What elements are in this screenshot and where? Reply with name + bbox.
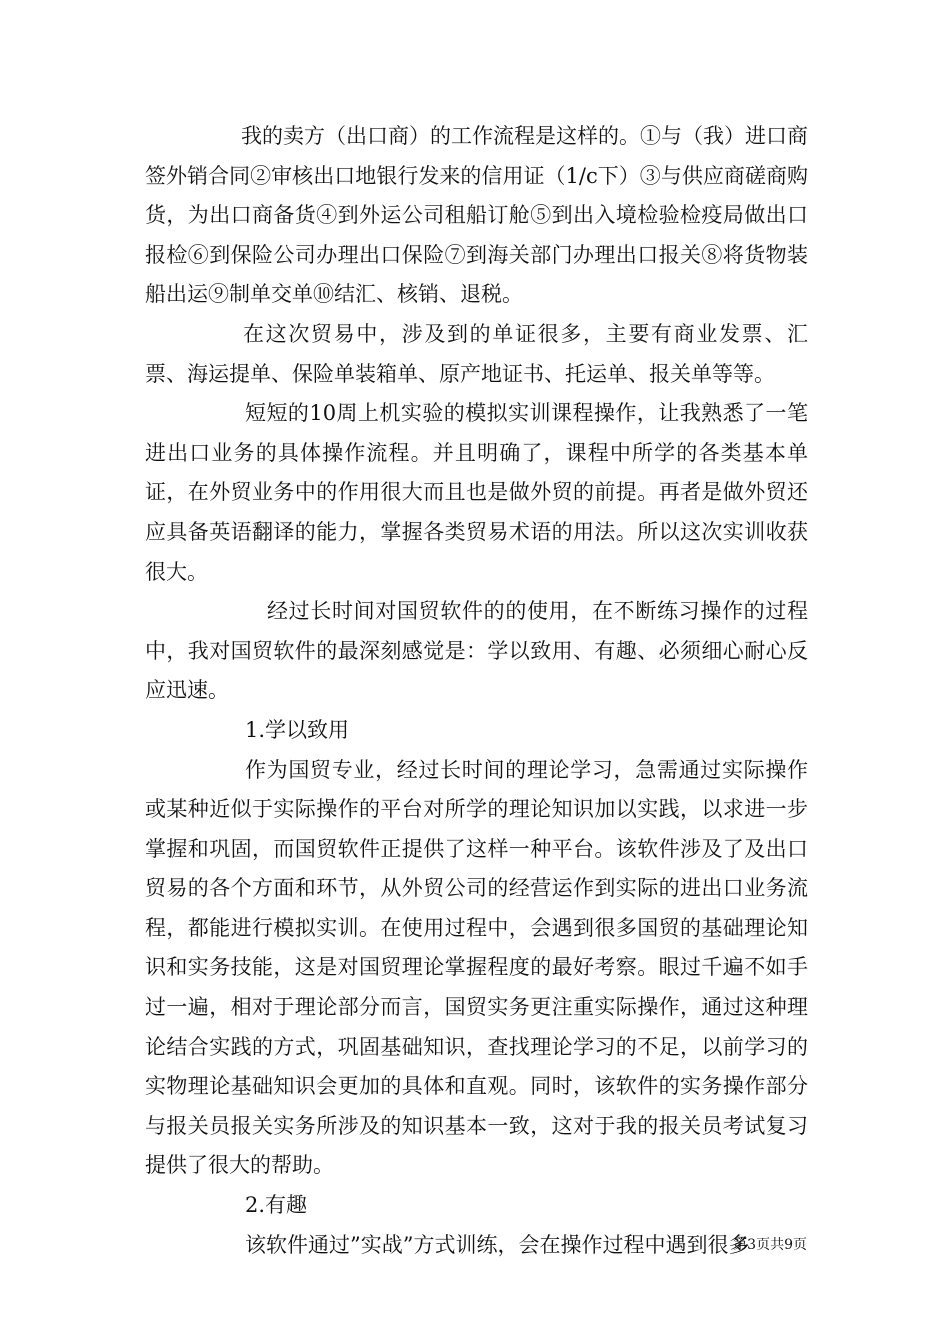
paragraph-workflow: 我的卖方（出口商）的工作流程是这样的。①与（我）进口商签外销合同②审核出口地银行发来的信用证（1/c下）③与供应商磋商购货，为出口商备货④到外运公司租船订舱⑤到出入境检验检疫局做出口报检⑥到保险公司办理出口保险⑦到海关部门办理出口报关⑧将货物装船出运⑨制单交单⑩结汇、核销、退税。 [145,124,808,307]
document-body [145,117,808,1265]
heading-interesting: 2.有趣 [245,1193,308,1218]
paragraph-training: 短短的10周上机实验的模拟实训课程操作，让我熟悉了一笔进出口业务的具体操作流程。并且明确了，课程中所学的各类基本单证，在外贸业务中的作用很大而且也是做外贸的前提。再者是做外贸还应具备英语翻译的能力，掌握各类贸易术语的用法。所以这次实训收获很大。 [145,401,808,584]
paragraph-documents: 在这次贸易中，涉及到的单证很多，主要有商业发票、汇票、海运提单、保险单装箱单、原产地证书、托运单、报关单等等。 [145,321,808,386]
page-number-footer: 第3页共9页 [733,1237,807,1253]
heading-apply-learning: 1.学以致用 [245,717,350,742]
paragraph-interesting: 该软件通过”实战”方式训练，会在操作过程中遇到很多 [245,1232,750,1257]
paragraph-impression: 经过长时间对国贸软件的的使用，在不断练习操作的过程中，我对国贸软件的最深刻感觉是：学以致用、有趣、必须细心耐心反应迅速。 [145,599,808,703]
paragraph-apply-learning-body: 作为国贸专业，经过长时间的理论学习，急需通过实际操作或某种近似于实际操作的平台对所学的理论知识加以实践，以求进一步掌握和巩固，而国贸软件正提供了这样一种平台。该软件涉及了及出口贸易的各个方面和环节，从外贸公司的经营运作到实际的进出口业务流程，都能进行模拟实训。在使用过程中，会遇到很多国贸的基础理论知识和实务技能，这是对国贸理论掌握程度的最好考察。眼过千遍不如手过一遍，相对于理论部分而言，国贸实务更注重实际操作，通过这种理论结合实践的方式，巩固基础知识，查找理论学习的不足，以前学习的实物理论基础知识会更加的具体和直观。同时，该软件的实务操作部分与报关员报关实务所涉及的知识基本一致，这对于我的报关员考试复习提供了很大的帮助。 [145,757,808,1178]
